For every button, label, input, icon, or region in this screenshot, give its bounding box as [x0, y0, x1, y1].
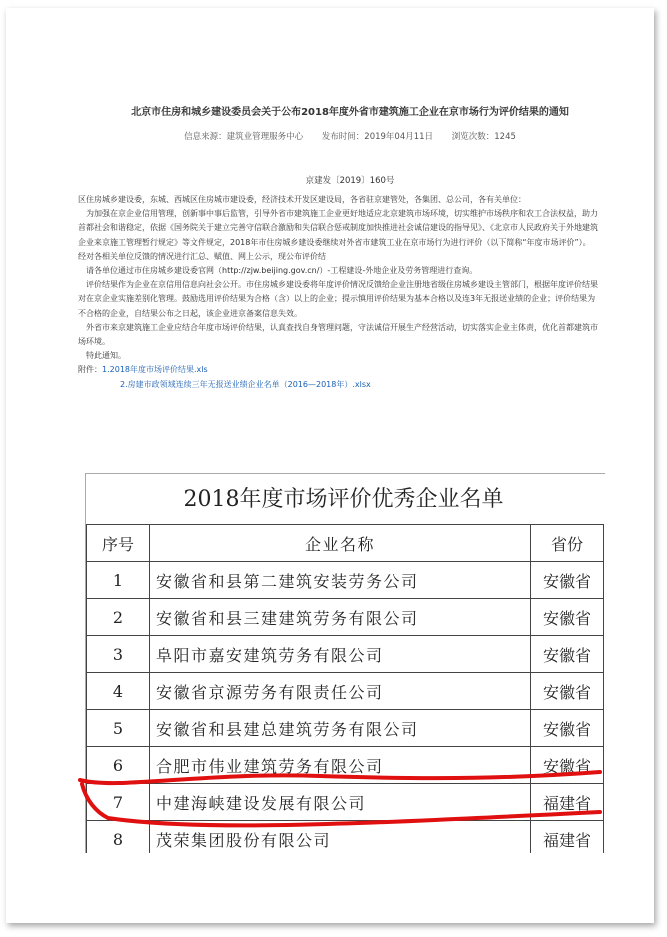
addressee-paragraph: 区住房城乡建设委，东城、西城区住房城市建设委，经济技术开发区建设局，各省驻京建管处，各集团、总公司，各有关单位： [78, 195, 526, 204]
cell-no: 4 [87, 673, 150, 710]
notice-title: 北京市住房和城乡建设委员会关于公布2018年度外省市建筑施工企业在京市场行为评价结果的通知 [131, 107, 569, 118]
table-title: 2018年度市场评价优秀企业名单 [183, 487, 504, 512]
cell-no: 3 [87, 636, 150, 673]
header-province: 省份 [531, 525, 604, 562]
companies-table [86, 524, 604, 853]
header-name: 企业名称 [150, 525, 531, 562]
publish-time: 发布时间：2019年04月11日 [321, 132, 434, 142]
cell-name: 中建海峡建设发展有限公司 [150, 784, 531, 821]
table-row [87, 599, 604, 636]
info-source: 信息来源：建筑业管理服务中心 [184, 132, 304, 142]
table-frame [85, 473, 605, 853]
table-row [87, 710, 604, 747]
header-no: 序号 [87, 525, 150, 562]
cell-province: 安徽省 [531, 747, 604, 784]
attachment-link-2[interactable]: 2.房建市政领域连续三年无报送业绩企业名单（2016—2018年）.xlsx [120, 379, 371, 389]
body-paragraph: 请各单位通过市住房城乡建设委官网（http://zjw.beijing.gov.cn/）-工程建设-外地企业及劳务管理进行查询。 [78, 266, 478, 276]
cell-no: 7 [87, 784, 150, 821]
cell-province: 福建省 [531, 821, 604, 854]
view-count: 浏览次数：1245 [451, 132, 516, 142]
cell-province: 安徽省 [531, 599, 604, 636]
attachment-line [78, 363, 598, 377]
closing-paragraph: 特此通知。 [78, 351, 126, 361]
body-paragraph: 为加强在京企业信用管理，创新事中事后监管，引导外省市建筑施工企业更好地适应北京建筑市场环境，切实维护市场秩序和农工合法权益，助力首都社会和谐稳定，依据《国务院关于建立完善守信联合激励和失信联合惩戒制度加快推进社会诚信建设的指导见》、《北京市人民政府关于外地建筑企业来京施工管理暂行规定》等文件规定，2018年市住房城乡建设委继续对外省市建筑工业在京市场行为进行评价（以下简称“年度市场评价”）。经对各相关单位反馈的情况进行汇总、赋值、网上公示，现公布评价结 [78, 209, 598, 261]
table-row [87, 673, 604, 710]
table-row [87, 636, 604, 673]
document-number: 京建发〔2019〕160号 [305, 176, 395, 186]
table-header-row [87, 525, 604, 562]
notice-meta [6, 130, 654, 142]
cell-name: 安徽省京源劳务有限责任公司 [150, 673, 531, 710]
cell-name: 阜阳市嘉安建筑劳务有限公司 [150, 636, 531, 673]
attachment-link-1[interactable]: 1.2018年度市场评价结果.xls [102, 365, 208, 375]
cell-name: 安徽省和县第二建筑安装劳务公司 [150, 562, 531, 599]
cell-province: 福建省 [531, 784, 604, 821]
cell-province: 安徽省 [531, 710, 604, 747]
cell-province: 安徽省 [531, 673, 604, 710]
cell-province: 安徽省 [531, 562, 604, 599]
highlighted-table-row [87, 784, 604, 821]
cell-name: 安徽省和县建总建筑劳务有限公司 [150, 710, 531, 747]
document-page [6, 8, 654, 923]
cell-name: 茂荣集团股份有限公司 [150, 821, 531, 854]
cell-no: 6 [87, 747, 150, 784]
cell-no: 5 [87, 710, 150, 747]
cell-name: 安徽省和县三建建筑劳务有限公司 [150, 599, 531, 636]
cell-no: 2 [87, 599, 150, 636]
table-row [87, 747, 604, 784]
cell-province: 安徽省 [531, 636, 604, 673]
cell-no: 1 [87, 562, 150, 599]
body-paragraph: 外省市来京建筑施工企业应结合年度市场评价结果，认真查找自身管理问题，守法诚信开展生产经营活动，切实落实企业主体责，优化首都建筑市场环境。 [78, 322, 598, 347]
cell-no: 8 [87, 821, 150, 854]
attachment-label: 附件： [78, 365, 102, 375]
excellent-companies-table-region [85, 473, 605, 853]
table-row [87, 821, 604, 854]
table-row [87, 562, 604, 599]
notice-body [78, 193, 598, 392]
cell-name: 合肥市伟业建筑劳务有限公司 [150, 747, 531, 784]
body-paragraph: 评价结果作为企业在京信用信息向社会公开。市住房城乡建设委将年度评价情况反馈给企业注册地省级住房城乡建设主管部门，根据年度评价结果对在京企业实施差别化管理。鼓励选用评价结果为合格（含）以上的企业；提示慎用评价结果为基本合格以及连3年无报送业绩的企业；评价结果为不合格的企业，自结果公布之日起，该企业进京备案信息失效。 [78, 280, 598, 318]
